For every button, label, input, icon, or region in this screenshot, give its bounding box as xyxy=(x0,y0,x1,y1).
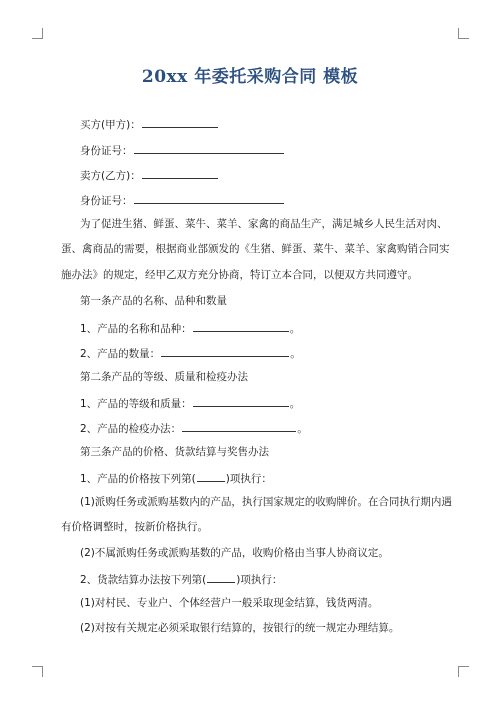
price-option-prefix: 1、产品的价格按下列第( xyxy=(80,473,196,485)
seller-id-blank[interactable] xyxy=(134,192,284,204)
price-clause-1-line-2: 有价格调整时，按新价格执行。 xyxy=(61,521,208,533)
settlement-option-suffix: )项执行： xyxy=(236,574,283,586)
article-2-item-2 xyxy=(80,420,308,436)
end-mark: 。 xyxy=(297,423,308,435)
settlement-clause-2: (2)对按有关规定必须采取银行结算的，按银行的统一规定办理结算。 xyxy=(80,622,400,634)
settlement-option-blank[interactable] xyxy=(207,571,235,583)
article-3-heading: 第三条产品的价格、货款结算与奖售办法 xyxy=(80,446,269,458)
price-clause-1-line-1: (1)派购任务或派购基数内的产品，执行国家规定的收购牌价。在合同执行期内遇 xyxy=(80,496,452,508)
price-option-blank[interactable] xyxy=(197,470,225,482)
seller-id-field xyxy=(80,192,285,208)
page-corner-mark-bottom-right xyxy=(458,666,469,677)
end-mark: 。 xyxy=(289,323,301,335)
end-mark: 。 xyxy=(290,348,301,360)
product-quantity-blank[interactable] xyxy=(161,345,289,357)
seller-field xyxy=(80,167,219,183)
article-2-item-1 xyxy=(80,395,300,411)
buyer-blank[interactable] xyxy=(142,116,218,128)
intro-line-3: 施办法》的规定，经甲乙双方充分协商，特订立本合同，以便双方共同遵守。 xyxy=(61,269,418,281)
page-corner-mark-top-right xyxy=(458,28,469,39)
product-quantity-label: 2、产品的数量： xyxy=(80,348,161,360)
seller-blank[interactable] xyxy=(142,167,218,179)
buyer-id-blank[interactable] xyxy=(134,142,284,154)
product-grade-label: 1、产品的等级和质量： xyxy=(80,398,192,410)
buyer-field xyxy=(80,116,219,132)
buyer-id-field xyxy=(80,142,285,158)
article-2-heading: 第二条产品的等级、质量和检疫办法 xyxy=(80,371,248,383)
price-clause-2: (2)不属派购任务或派购基数的产品，收购价格由当事人协商议定。 xyxy=(80,547,389,559)
intro-line-1: 为了促进生猪、鲜蛋、菜牛、菜羊、家禽的商品生产，满足城乡人民生活对肉、 xyxy=(80,218,448,230)
product-name-blank[interactable] xyxy=(193,320,289,332)
seller-label: 卖方(乙方)： xyxy=(80,170,141,182)
price-option-suffix: )项执行： xyxy=(225,473,272,485)
price-option-line xyxy=(80,470,272,486)
product-name-label: 1、产品的名称和品种： xyxy=(80,323,192,335)
page-corner-mark-top-left xyxy=(32,28,43,39)
settlement-clause-1: (1)对村民、专业户、个体经营户一般采取现金结算，钱货两清。 xyxy=(80,597,379,609)
quarantine-label: 2、产品的检疫办法： xyxy=(80,423,182,435)
quarantine-blank[interactable] xyxy=(182,420,296,432)
intro-line-2: 蛋、禽商品的需要，根据商业部颁发的《生猪、鲜蛋、菜牛、菜羊、家禽购销合同实 xyxy=(61,243,450,255)
end-mark: 。 xyxy=(289,398,301,410)
article-1-heading: 第一条产品的名称、品种和数量 xyxy=(80,295,227,307)
buyer-label: 买方(甲方)： xyxy=(80,119,141,131)
settlement-option-prefix: 2、货款结算办法按下列第( xyxy=(80,574,207,586)
article-1-item-1 xyxy=(80,320,300,336)
page-corner-mark-bottom-left xyxy=(32,666,43,677)
seller-id-label: 身份证号： xyxy=(80,195,133,207)
product-grade-blank[interactable] xyxy=(193,395,289,407)
article-1-item-2 xyxy=(80,345,301,361)
settlement-option-line xyxy=(80,571,282,587)
document-title: 20xx 年委托采购合同 模板 xyxy=(141,67,359,87)
buyer-id-label: 身份证号： xyxy=(80,145,133,157)
